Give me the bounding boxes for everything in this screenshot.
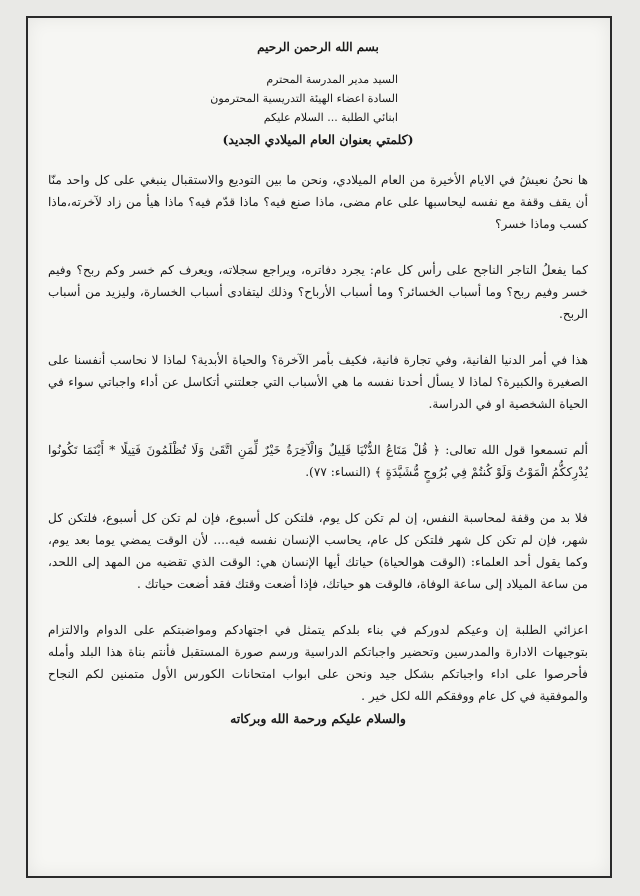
paragraph-students: اعزائي الطلبة إن وعيكم لدوركم في بناء بلدكم يتمثل في اجتهادكم ومواضبتكم على الدوام والالتزام بتوجيهات الادارة والمدرسين وتحضير واجباتكم الدراسية ورسم صورة المستقبل فأنتم بناة هذا البلد وأمله فأحرصوا على اداء واجباتكم بشكل جيد ونحن على ابواب امتحانات الكورس الأول متمنين لكم النجاح والموفقية في كل عام ووفقكم الله لكل خير . bbox=[48, 623, 588, 703]
paragraph-hereafter: هذا في أمر الدنيا الفانية، وفي تجارة فانية، فكيف بأمر الآخرة؟ والحياة الأبدية؟ لماذا لا نحاسب أنفسنا على الصغيرة والكبيرة؟ لماذا لا يسأل أحدنا نفسه ما هي الأسباب التي جعلتني أتكاسل عن أداء واجباتي سواء في الحياة الشخصية او في الدراسة. bbox=[48, 353, 588, 411]
letter-content bbox=[48, 40, 588, 726]
paragraph-intro: ها نحنُ نعيشُ في الايام الأخيرة من العام الميلادي، ونحن ما بين التوديع والاستقبال ينبغي على كل واحد منّا أن يقف وقفة مع نفسه ليحاسبها على عام مضى، ماذا صنع فيه؟ ماذا قدّم فيه؟ ماذا هيأ من زاد لآخرته،ماذا كسب وماذا خسر؟ bbox=[48, 173, 588, 231]
salutation-students: ابنائي الطلبة ... السلام عليكم bbox=[263, 111, 398, 124]
basmala: بسم الله الرحمن الرحيم bbox=[257, 40, 379, 54]
paragraph-quran-verse: ألم تسمعوا قول الله تعالى: ﴿ قُلْ مَتَاعُ الدُّنْيَا قَلِيلٌ وَالْآخِرَةُ خَيْرٌ لِّمَنِ اتَّقَىٰ وَلَا تُظْلَمُونَ فَتِيلًا * أَيْنَمَا تَكُونُوا يُدْرِككُّمُ الْمَوْتُ وَلَوْ كُنتُمْ فِي بُرُوجٍ مُّشَيَّدَةٍ ﴾ (النساء: ٧٧). bbox=[48, 443, 588, 479]
salutation-teachers: السادة اعضاء الهيئة التدريسية المحترمون bbox=[210, 92, 398, 105]
paragraph-merchant: كما يفعلُ التاجر الناجح على رأس كل عام: يجرد دفاتره، ويراجع سجلاته، ويعرف كم خسر وكم ربح؟ وفيم خسر وفيم ربح؟ وما أسباب الخسائر؟ وما أسباب الأرباح؟ وذلك ليتفادى أسباب الخسارة، وليزيد من أسباب الربح. bbox=[48, 263, 588, 321]
speech-title: (كلمتي بعنوان العام الميلادي الجديد) bbox=[222, 132, 414, 147]
paragraph-time: فلا بد من وقفة لمحاسبة النفس، إن لم تكن كل يوم، فلتكن كل أسبوع، فإن لم تكن كل أسبوع، فلتكن كل شهر، فإن لم تكن كل شهر فلتكن كل عام، يحاسب الإنسان نفسه فيه.... لأن الوقت يمضي يوما بعد يوم، وكما يقول أحد العلماء: (الوقت هوالحياة) حياتك أيها الإنسان هي: الوقت الذي تقضيه من المهد إلى اللحد، من ساعة الميلاد إلى ساعة الوفاة، فالوقت هو حياتك، فإذا أضعت وقتك فقد أضعت حياتك . bbox=[48, 511, 588, 591]
closing-greeting: والسلام عليكم ورحمة الله وبركاته bbox=[230, 711, 406, 726]
salutation-principal: السيد مدير المدرسة المحترم bbox=[266, 73, 398, 86]
letter-sheet bbox=[26, 16, 612, 878]
